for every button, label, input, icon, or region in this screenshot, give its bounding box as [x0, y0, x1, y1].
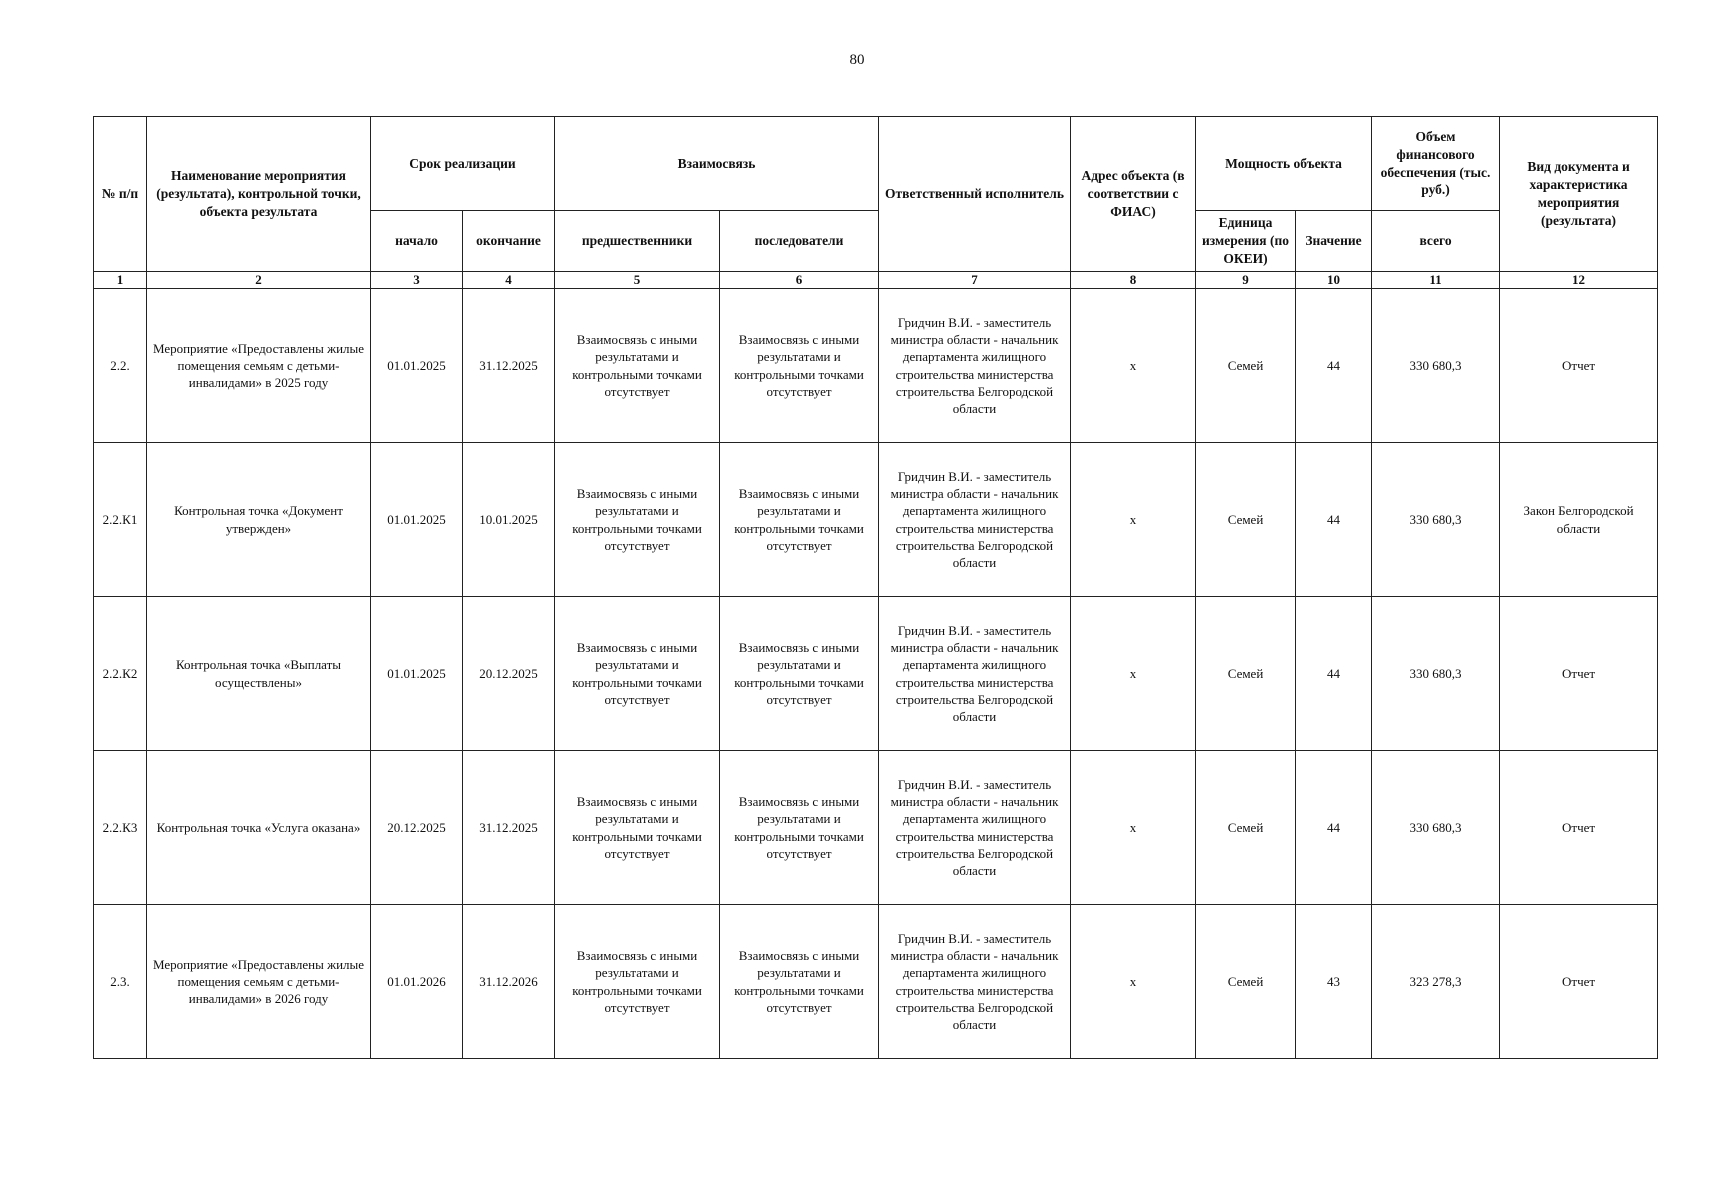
column-number: 12 [1500, 272, 1658, 289]
cell-num: 2.2.К2 [94, 597, 147, 751]
cell-responsible: Гридчин В.И. - заместитель министра области - начальник департамента жилищного строительства министерства строительства Белгородской области [879, 289, 1071, 443]
cell-num: 2.3. [94, 905, 147, 1059]
column-number: 3 [371, 272, 463, 289]
cell-name: Мероприятие «Предоставлены жилые помещения семьям с детьми-инвалидами» в 2026 году [147, 905, 371, 1059]
table-row [94, 443, 1658, 597]
cell-finance: 330 680,3 [1372, 597, 1500, 751]
table-row [94, 597, 1658, 751]
cell-num: 2.2.К3 [94, 751, 147, 905]
cell-unit: Семей [1196, 443, 1296, 597]
cell-start: 01.01.2025 [371, 443, 463, 597]
cell-value: 44 [1296, 443, 1372, 597]
cell-start: 20.12.2025 [371, 751, 463, 905]
header-doc: Вид документа и характеристика мероприятия (результата) [1500, 117, 1658, 272]
column-number: 7 [879, 272, 1071, 289]
column-number: 8 [1071, 272, 1196, 289]
header-successors: последователи [720, 211, 879, 272]
cell-successors: Взаимосвязь с иными результатами и контрольными точками отсутствует [720, 905, 879, 1059]
cell-doc: Отчет [1500, 597, 1658, 751]
column-number: 5 [555, 272, 720, 289]
cell-predecessors: Взаимосвязь с иными результатами и контрольными точками отсутствует [555, 751, 720, 905]
header-capacity: Мощность объекта [1196, 117, 1372, 211]
cell-predecessors: Взаимосвязь с иными результатами и контрольными точками отсутствует [555, 443, 720, 597]
cell-finance: 330 680,3 [1372, 751, 1500, 905]
cell-successors: Взаимосвязь с иными результатами и контрольными точками отсутствует [720, 751, 879, 905]
cell-unit: Семей [1196, 751, 1296, 905]
column-number: 11 [1372, 272, 1500, 289]
cell-name: Контрольная точка «Документ утвержден» [147, 443, 371, 597]
cell-responsible: Гридчин В.И. - заместитель министра области - начальник департамента жилищного строительства министерства строительства Белгородской области [879, 905, 1071, 1059]
cell-predecessors: Взаимосвязь с иными результатами и контрольными точками отсутствует [555, 905, 720, 1059]
column-number: 10 [1296, 272, 1372, 289]
column-numbers-row [94, 272, 1658, 289]
header-relation: Взаимосвязь [555, 117, 879, 211]
header-term-end: окончание [463, 211, 555, 272]
cell-finance: 323 278,3 [1372, 905, 1500, 1059]
table-row [94, 905, 1658, 1059]
cell-value: 44 [1296, 289, 1372, 443]
cell-unit: Семей [1196, 289, 1296, 443]
cell-value: 44 [1296, 751, 1372, 905]
header-responsible: Ответственный исполнитель [879, 117, 1071, 272]
cell-address: х [1071, 443, 1196, 597]
cell-name: Контрольная точка «Услуга оказана» [147, 751, 371, 905]
cell-doc: Отчет [1500, 289, 1658, 443]
header-finance: Объем финансового обеспечения (тыс. руб.) [1372, 117, 1500, 211]
cell-successors: Взаимосвязь с иными результатами и контрольными точками отсутствует [720, 597, 879, 751]
cell-responsible: Гридчин В.И. - заместитель министра области - начальник департамента жилищного строительства министерства строительства Белгородской области [879, 751, 1071, 905]
header-value: Значение [1296, 211, 1372, 272]
cell-doc: Отчет [1500, 751, 1658, 905]
cell-end: 20.12.2025 [463, 597, 555, 751]
cell-end: 31.12.2025 [463, 289, 555, 443]
column-number: 9 [1196, 272, 1296, 289]
cell-name: Контрольная точка «Выплаты осуществлены» [147, 597, 371, 751]
cell-start: 01.01.2026 [371, 905, 463, 1059]
cell-successors: Взаимосвязь с иными результатами и контрольными точками отсутствует [720, 443, 879, 597]
column-number: 1 [94, 272, 147, 289]
cell-finance: 330 680,3 [1372, 289, 1500, 443]
header-predecessors: предшественники [555, 211, 720, 272]
cell-responsible: Гридчин В.И. - заместитель министра области - начальник департамента жилищного строительства министерства строительства Белгородской области [879, 443, 1071, 597]
cell-value: 43 [1296, 905, 1372, 1059]
cell-start: 01.01.2025 [371, 289, 463, 443]
header-num: № п/п [94, 117, 147, 272]
cell-predecessors: Взаимосвязь с иными результатами и контрольными точками отсутствует [555, 597, 720, 751]
cell-end: 10.01.2025 [463, 443, 555, 597]
activities-table [93, 116, 1658, 1059]
cell-unit: Семей [1196, 905, 1296, 1059]
header-finance-total: всего [1372, 211, 1500, 272]
column-number: 2 [147, 272, 371, 289]
table-row [94, 289, 1658, 443]
header-address: Адрес объекта (в соответствии с ФИАС) [1071, 117, 1196, 272]
table-row [94, 751, 1658, 905]
table-body [94, 289, 1658, 1059]
cell-end: 31.12.2026 [463, 905, 555, 1059]
cell-address: х [1071, 751, 1196, 905]
cell-predecessors: Взаимосвязь с иными результатами и контрольными точками отсутствует [555, 289, 720, 443]
page-number: 80 [849, 52, 865, 68]
cell-address: х [1071, 597, 1196, 751]
table-header [94, 117, 1658, 289]
header-unit: Единица измерения (по ОКЕИ) [1196, 211, 1296, 272]
column-number: 4 [463, 272, 555, 289]
cell-doc: Закон Белгородской области [1500, 443, 1658, 597]
cell-successors: Взаимосвязь с иными результатами и контрольными точками отсутствует [720, 289, 879, 443]
cell-end: 31.12.2025 [463, 751, 555, 905]
cell-finance: 330 680,3 [1372, 443, 1500, 597]
cell-unit: Семей [1196, 597, 1296, 751]
cell-value: 44 [1296, 597, 1372, 751]
column-number: 6 [720, 272, 879, 289]
cell-address: х [1071, 905, 1196, 1059]
cell-doc: Отчет [1500, 905, 1658, 1059]
cell-num: 2.2.К1 [94, 443, 147, 597]
header-term: Срок реализации [371, 117, 555, 211]
cell-start: 01.01.2025 [371, 597, 463, 751]
cell-responsible: Гридчин В.И. - заместитель министра области - начальник департамента жилищного строительства министерства строительства Белгородской области [879, 597, 1071, 751]
header-name: Наименование мероприятия (результата), контрольной точки, объекта результата [147, 117, 371, 272]
cell-address: х [1071, 289, 1196, 443]
cell-num: 2.2. [94, 289, 147, 443]
header-term-start: начало [371, 211, 463, 272]
cell-name: Мероприятие «Предоставлены жилые помещения семьям с детьми-инвалидами» в 2025 году [147, 289, 371, 443]
